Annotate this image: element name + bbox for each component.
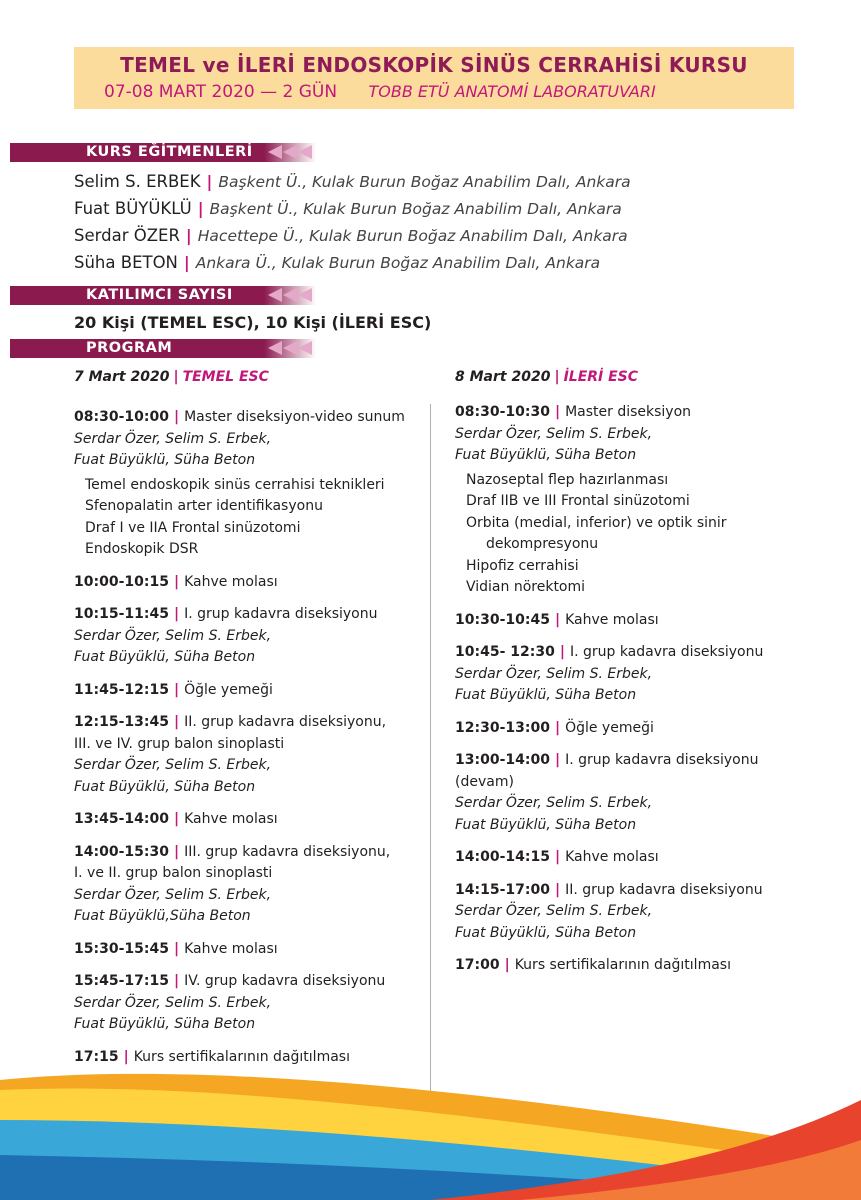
entry-instructors: Fuat Büyüklü, Süha Beton [74, 649, 256, 665]
instructor-name: Süha BETON [74, 253, 178, 272]
entry-title: Kahve molası [184, 940, 278, 957]
entry-time: 08:30-10:30 [455, 404, 550, 420]
title-banner [74, 47, 794, 109]
separator-bar: | [504, 957, 510, 973]
instructor-affiliation: Başkent Ü., Kulak Burun Boğaz Anabilim Dalı, Ankara [209, 200, 622, 218]
entry-title: Master diseksiyon [565, 404, 692, 420]
separator-bar: | [559, 644, 565, 660]
schedule-entry [74, 680, 405, 702]
entry-time: 14:15-17:00 [455, 881, 550, 898]
entry-time: 10:00-10:15 [74, 573, 169, 590]
separator-bar: | [554, 369, 560, 385]
topic-item: Sfenopalatin arter identifikasyonu [85, 498, 323, 514]
section-title-participants: KATILIMCI SAYISI [86, 287, 233, 303]
instructor-affiliation: Başkent Ü., Kulak Burun Boğaz Anabilim Dalı, Ankara [218, 173, 631, 191]
entry-title: Kahve molası [565, 611, 659, 628]
column-divider [430, 404, 431, 1126]
program-day-2 [455, 369, 825, 973]
separator-bar: | [554, 881, 561, 898]
entry-time: 10:15-11:45 [74, 606, 169, 622]
entry-time: 11:45-12:15 [74, 681, 169, 698]
instructor-name: Serdar ÖZER [74, 226, 180, 245]
day-heading [74, 369, 424, 385]
instructor-name: Selim S. ERBEK [74, 172, 201, 191]
entry-title: I. grup kadavra diseksiyonu [569, 644, 764, 660]
course-title: TEMEL ve İLERİ ENDOSKOPİK SİNÜS CERRAHİSİ KURSU [120, 53, 748, 77]
course-dates: 07-08 MART 2020 — 2 GÜN [104, 82, 338, 102]
entry-headline [74, 604, 405, 626]
entry-headline [455, 955, 763, 977]
entry-time: 17:15 [74, 1048, 119, 1065]
separator-bar: | [123, 1048, 129, 1065]
entry-headline [455, 880, 763, 902]
entry-instructors: Fuat Büyüklü, Süha Beton [455, 687, 637, 703]
topic-item: Endoskopik DSR [85, 541, 199, 557]
arrows-icon [268, 288, 314, 303]
topic-item: Hipofiz cerrahisi [466, 557, 579, 574]
instructor-list [74, 170, 631, 278]
program-day-1 [74, 369, 424, 1065]
entry-instructors: Serdar Özer, Selim S. Erbek, [455, 795, 653, 811]
entry-headline [74, 939, 405, 961]
schedule-entry [455, 847, 763, 869]
separator-bar: | [554, 849, 561, 865]
separator-bar: | [173, 811, 180, 827]
entry-instructors: Fuat Büyüklü, Süha Beton [455, 816, 637, 833]
separator-bar: | [206, 172, 213, 191]
entry-headline [74, 842, 405, 864]
course-venue: TOBB ETÜ ANATOMİ LABORATUVARI [368, 82, 656, 101]
separator-bar: | [554, 404, 561, 420]
entry-title: Kurs sertifikalarının dağıtılması [514, 957, 731, 973]
entry-time: 10:30-10:45 [455, 611, 550, 628]
entry-title: Öğle yemeği [184, 681, 273, 698]
entry-title: Kurs sertifikalarının dağıtılması [133, 1048, 350, 1065]
entry-time: 08:30-10:00 [74, 409, 169, 425]
entry-time: 10:45- 12:30 [455, 644, 555, 660]
entry-title: Kahve molası [184, 811, 278, 827]
entry-headline [74, 971, 405, 993]
entry-instructors: Fuat Büyüklü, Süha Beton [74, 452, 256, 468]
entry-title: III. grup kadavra diseksiyonu, [184, 843, 391, 860]
schedule-entry [455, 880, 763, 945]
instructor-affiliation: Hacettepe Ü., Kulak Burun Boğaz Anabilim Dalı, Ankara [197, 227, 628, 245]
arrows-icon [268, 341, 314, 356]
instructor-name: Fuat BÜYÜKLÜ [74, 199, 192, 218]
day-date: 8 Mart 2020 [455, 369, 551, 385]
schedule-entry [455, 750, 763, 836]
separator-bar: | [173, 606, 180, 622]
schedule-entry [74, 809, 405, 831]
entry-instructors: Serdar Özer, Selim S. Erbek, [74, 757, 272, 773]
section-title-program: PROGRAM [86, 340, 173, 356]
entry-time: 13:00-14:00 [455, 752, 550, 768]
separator-bar: | [173, 973, 180, 989]
entry-title-continued: I. ve II. grup balon sinoplasti [74, 865, 273, 881]
separator-bar: | [173, 940, 180, 957]
separator-bar: | [173, 409, 180, 425]
entry-time: 15:30-15:45 [74, 940, 169, 957]
entry-instructors: Serdar Özer, Selim S. Erbek, [74, 886, 272, 903]
entry-instructors: Fuat Büyüklü, Süha Beton [74, 1016, 256, 1032]
topic-list [455, 470, 763, 599]
entry-headline [455, 642, 763, 664]
entry-time: 12:15-13:45 [74, 714, 169, 730]
separator-bar: | [173, 714, 180, 730]
entry-title: I. grup kadavra diseksiyonu [565, 752, 759, 768]
schedule-entry [74, 712, 405, 798]
participant-count: 20 Kişi (TEMEL ESC), 10 Kişi (İLERİ ESC) [74, 313, 432, 332]
schedule-entry [455, 955, 763, 977]
entry-title: I. grup kadavra diseksiyonu [184, 606, 378, 622]
separator-bar: | [173, 369, 179, 385]
entry-title: II. grup kadavra diseksiyonu, [184, 714, 387, 730]
separator-bar: | [173, 573, 180, 590]
entry-headline [455, 750, 763, 772]
entry-instructors: Serdar Özer, Selim S. Erbek, [455, 903, 653, 919]
arrows-icon [268, 145, 314, 160]
topic-item: Orbita (medial, inferior) ve optik sinir [466, 514, 727, 531]
schedule-entry [455, 718, 763, 740]
topic-item: Vidian nörektomi [466, 579, 586, 595]
entry-time: 17:00 [455, 957, 500, 973]
entry-headline [74, 809, 405, 831]
instructor-row [74, 170, 631, 197]
schedule-entry [455, 610, 763, 632]
entry-title: Kahve molası [565, 849, 659, 865]
section-band-participants [10, 286, 316, 305]
instructor-row [74, 224, 631, 251]
separator-bar: | [554, 752, 561, 768]
decorative-waves [0, 1060, 861, 1200]
entry-headline [74, 680, 405, 702]
topic-list [74, 475, 405, 561]
schedule-entry [74, 604, 405, 669]
entry-instructors: Serdar Özer, Selim S. Erbek, [455, 425, 653, 442]
entry-headline [455, 718, 763, 740]
entry-title-continued: (devam) [455, 773, 514, 790]
entry-instructors: Fuat Büyüklü, Süha Beton [74, 778, 256, 795]
entry-title: IV. grup kadavra diseksiyonu [184, 973, 386, 989]
entry-instructors: Fuat Büyüklü,Süha Beton [74, 908, 251, 924]
entry-title-continued: III. ve IV. grup balon sinoplasti [74, 735, 285, 752]
section-band-program [10, 339, 316, 358]
schedule-entry [455, 402, 763, 599]
course-subtitle [104, 82, 656, 102]
entry-instructors: Serdar Özer, Selim S. Erbek, [74, 627, 272, 644]
section-band-instructors [10, 143, 316, 162]
entry-title: Kahve molası [184, 573, 278, 590]
separator-bar: | [173, 681, 180, 698]
day-heading [455, 369, 825, 385]
schedule-entry [74, 572, 405, 594]
schedule-entry [455, 642, 763, 707]
entry-instructors: Serdar Özer, Selim S. Erbek, [455, 665, 653, 682]
entry-headline [455, 847, 763, 869]
entry-time: 13:45-14:00 [74, 811, 169, 827]
entry-title: II. grup kadavra diseksiyonu [565, 881, 763, 898]
schedule-entry [74, 407, 405, 561]
entry-title: Master diseksiyon-video sunum [184, 409, 405, 425]
schedule-entry [74, 971, 405, 1036]
separator-bar: | [185, 226, 192, 245]
separator-bar: | [554, 719, 561, 736]
entry-time: 12:30-13:00 [455, 719, 550, 736]
entry-instructors: Fuat Büyüklü, Süha Beton [455, 447, 637, 463]
entry-headline [74, 712, 405, 734]
entry-instructors: Fuat Büyüklü, Süha Beton [455, 924, 637, 941]
separator-bar: | [173, 843, 180, 860]
entry-time: 14:00-15:30 [74, 843, 169, 860]
topic-item: Draf IIB ve III Frontal sinüzotomi [466, 493, 690, 509]
schedule-entry [74, 842, 405, 928]
entry-instructors: Serdar Özer, Selim S. Erbek, [74, 994, 272, 1011]
entry-headline [455, 610, 763, 632]
day-track: İLERİ ESC [563, 369, 639, 385]
entry-time: 14:00-14:15 [455, 849, 550, 865]
separator-bar: | [197, 199, 204, 218]
instructor-affiliation: Ankara Ü., Kulak Burun Boğaz Anabilim Dalı, Ankara [195, 254, 601, 272]
entry-time: 15:45-17:15 [74, 973, 169, 989]
entry-title: Öğle yemeği [565, 719, 654, 736]
schedule-list [74, 407, 405, 1079]
entry-instructors: Serdar Özer, Selim S. Erbek, [74, 430, 272, 447]
schedule-list [455, 402, 763, 988]
instructor-row [74, 251, 631, 278]
day-track: TEMEL ESC [182, 369, 269, 385]
instructor-row [74, 197, 631, 224]
separator-bar: | [183, 253, 190, 272]
entry-headline [74, 572, 405, 594]
separator-bar: | [554, 611, 561, 628]
schedule-entry [74, 939, 405, 961]
entry-headline [455, 402, 763, 424]
topic-item: Nazoseptal flep hazırlanması [466, 471, 669, 488]
entry-headline [74, 407, 405, 429]
section-title-instructors: KURS EĞİTMENLERİ [86, 144, 253, 160]
day-date: 7 Mart 2020 [74, 369, 170, 385]
topic-item: Draf I ve IIA Frontal sinüzotomi [85, 519, 301, 536]
topic-item: dekompresyonu [486, 536, 599, 552]
topic-item: Temel endoskopik sinüs cerrahisi teknikleri [85, 476, 385, 493]
